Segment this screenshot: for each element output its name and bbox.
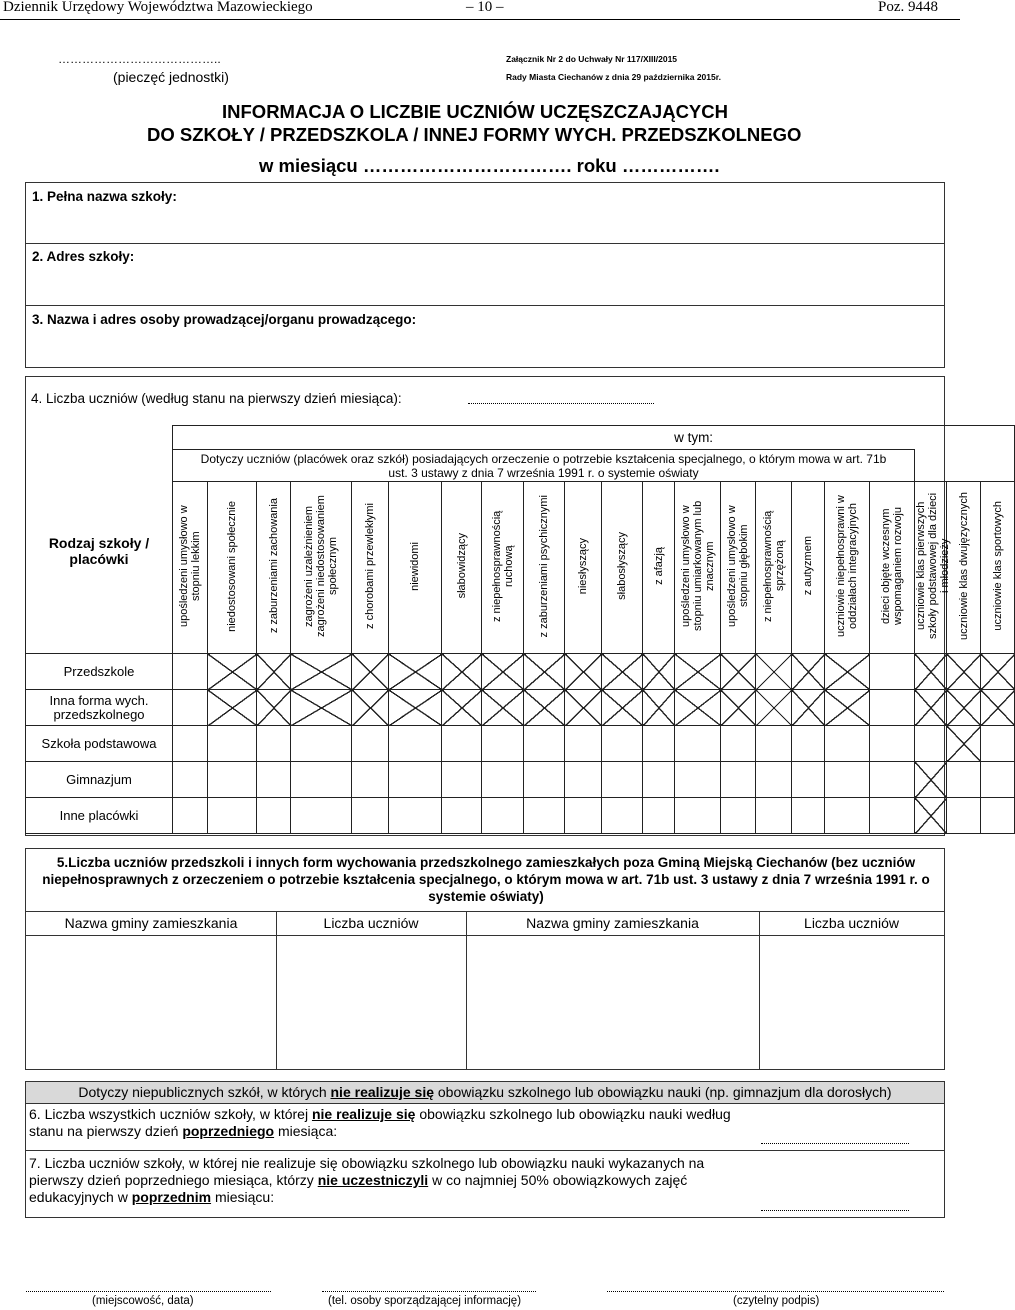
entry-cell[interactable] xyxy=(208,762,257,798)
crossed-cell xyxy=(675,690,721,726)
crossed-cell xyxy=(524,654,565,690)
section-6-7 xyxy=(25,1081,945,1218)
entry-cell[interactable] xyxy=(792,726,825,762)
title-line-1: INFORMACJA O LICZBIE UCZNIÓW UCZĘSZCZAJĄCYCH xyxy=(222,101,728,122)
column-header-label: z autyzmem xyxy=(802,536,814,596)
entry-cell[interactable] xyxy=(482,762,524,798)
entry-cell[interactable] xyxy=(721,798,756,834)
crossed-cell xyxy=(389,654,442,690)
column-header xyxy=(915,482,951,654)
column-header xyxy=(870,482,915,654)
entry-cell[interactable] xyxy=(756,762,792,798)
crossed-cell xyxy=(208,690,257,726)
column-header xyxy=(981,482,1015,654)
column-header-label: uczniowie niepełnosprawni w oddziałach integracyjnych xyxy=(835,495,859,637)
item-6: 6. Liczba wszystkich uczniów szkoły, w której nie realizuje się obowiązku szkolnego lub obowiązku nauki według stanu na pierwszy dzień poprzedniego miesiąca: xyxy=(29,1106,731,1139)
column-header-label: z niepełnosprawnością sprzężoną xyxy=(761,510,786,622)
dotyczy-header: Dotyczy uczniów (placówek oraz szkół) posiadających orzeczenie o potrzebie kształcenia specjalnego, o którym mowa w art. 71b ust. 3 ustawy z dnia 7 września 1991 r. o systemie oświaty xyxy=(173,450,915,482)
banner-emphasis: nie realizuje się xyxy=(330,1084,434,1100)
w-tym-label: w tym: xyxy=(173,426,1015,450)
crossed-cell xyxy=(915,654,947,690)
entry-cell[interactable] xyxy=(389,726,442,762)
crossed-cell xyxy=(389,690,442,726)
column-header-label: dzieci objęte wczesnym wspomaganiem rozwoju xyxy=(880,507,904,625)
footer-place-date: (miejscowość, data) xyxy=(92,1295,194,1307)
crossed-cell xyxy=(257,654,291,690)
entry-cell[interactable] xyxy=(870,726,915,762)
entry-cell[interactable] xyxy=(173,654,208,690)
column-header-label: niewidomi xyxy=(409,541,421,591)
entry-cell[interactable] xyxy=(442,726,482,762)
entry-cell[interactable] xyxy=(173,726,208,762)
entry-cell[interactable] xyxy=(675,726,721,762)
entry-cell[interactable] xyxy=(291,762,352,798)
entry-cell[interactable] xyxy=(675,762,721,798)
crossed-cell xyxy=(352,690,389,726)
attachment-line-1: Załącznik Nr 2 do Uchwały Nr 117/XIII/2015 xyxy=(506,54,678,64)
crossed-cell xyxy=(947,726,981,762)
entry-cell[interactable] xyxy=(756,798,792,834)
total-students-line xyxy=(468,403,654,404)
crossed-cell xyxy=(756,690,792,726)
crossed-cell xyxy=(482,654,524,690)
crossed-cell xyxy=(643,654,675,690)
entry-cell[interactable] xyxy=(257,726,291,762)
column-header xyxy=(602,482,643,654)
column-header-label: uczniowie klas pierwszych szkoły podstawowej dla dzieci i młodzieży xyxy=(915,492,951,640)
entry-cell[interactable] xyxy=(524,726,565,762)
crossed-cell xyxy=(602,654,643,690)
column-header-label: upośledzeni umysłowo w stopniu głębokim xyxy=(726,505,750,627)
entry-cell[interactable] xyxy=(870,798,915,834)
entry-cell[interactable] xyxy=(389,798,442,834)
field-school-name: 1. Pełna nazwa szkoły: xyxy=(32,189,177,204)
column-header-label: zagrożeni uzależnieniem zagrożeni niedostosowaniem społecznym xyxy=(303,495,339,637)
journal-title: Dziennik Urzędowy Województwa Mazowieckiego xyxy=(3,0,313,15)
crossed-cell xyxy=(565,690,602,726)
crossed-cell xyxy=(792,690,825,726)
column-header xyxy=(257,482,291,654)
field-governing-body: 3. Nazwa i adres osoby prowadzącej/organu prowadzącego: xyxy=(32,312,417,327)
column-header xyxy=(291,482,352,654)
entry-cell[interactable] xyxy=(602,798,643,834)
col-students-2: Liczba uczniów xyxy=(804,915,899,931)
crossed-cell xyxy=(524,690,565,726)
students-table xyxy=(25,425,1015,834)
column-header-label: z zaburzeniami zachowania xyxy=(267,498,280,634)
column-header-label: uczniowie klas sportowych xyxy=(991,501,1004,631)
entry-cell[interactable] xyxy=(643,798,675,834)
banner-text-b: obowiązku szkolnego lub obowiązku nauki (np. gimnazjum dla dorosłych) xyxy=(434,1084,892,1100)
signature-line xyxy=(607,1291,944,1292)
column-header xyxy=(208,482,257,654)
entry-cell[interactable] xyxy=(352,726,389,762)
entry-cell[interactable] xyxy=(675,798,721,834)
entry-cell[interactable] xyxy=(208,798,257,834)
entry-cell[interactable] xyxy=(565,762,602,798)
page-number: – 10 – xyxy=(466,0,504,15)
row-label: Szkoła podstawowa xyxy=(26,726,173,762)
column-header xyxy=(565,482,602,654)
crossed-cell xyxy=(915,690,947,726)
journal-header xyxy=(0,0,960,20)
column-header-label: z chorobami przewlekłymi xyxy=(364,503,376,629)
column-header-label: niesłyszący xyxy=(577,537,589,595)
entry-cell[interactable] xyxy=(389,762,442,798)
entry-cell[interactable] xyxy=(257,798,291,834)
crossed-cell xyxy=(792,654,825,690)
entry-cell[interactable] xyxy=(291,726,352,762)
entry-cell[interactable] xyxy=(602,762,643,798)
crossed-cell xyxy=(756,654,792,690)
position-number: Poz. 9448 xyxy=(878,0,938,15)
entry-cell[interactable] xyxy=(643,762,675,798)
column-header-label: słabosłyszący xyxy=(616,532,628,600)
entry-cell[interactable] xyxy=(352,762,389,798)
crossed-cell xyxy=(257,690,291,726)
entry-cell[interactable] xyxy=(524,762,565,798)
item-6-answer-line xyxy=(761,1143,909,1144)
column-header xyxy=(389,482,442,654)
table-row xyxy=(26,762,1015,798)
entry-cell[interactable] xyxy=(173,762,208,798)
school-type-header xyxy=(26,450,173,654)
title-line-2: DO SZKOŁY / PRZEDSZKOLA / INNEJ FORMY WYCH. PRZEDSZKOLNEGO xyxy=(147,124,802,145)
footer-phone: (tel. osoby sporządzającej informację) xyxy=(328,1295,522,1307)
column-header-label: uczniowie klas dwujęzycznych xyxy=(957,492,970,640)
column-header xyxy=(643,482,675,654)
entry-cell[interactable] xyxy=(947,762,981,798)
banner-text-a: Dotyczy niepublicznych szkół, w których xyxy=(78,1084,331,1100)
entry-cell[interactable] xyxy=(792,762,825,798)
attachment-line-2: Rady Miasta Ciechanów z dnia 29 października 2015r. xyxy=(506,72,721,82)
entry-cell[interactable] xyxy=(915,726,947,762)
entry-cell[interactable] xyxy=(565,726,602,762)
column-header xyxy=(173,482,208,654)
column-header-label: z afazją xyxy=(652,547,665,585)
entry-cell[interactable] xyxy=(870,690,915,726)
crossed-cell xyxy=(442,654,482,690)
entry-cell[interactable] xyxy=(825,798,870,834)
column-header xyxy=(825,482,870,654)
school-type-label: Rodzaj szkoły / placówki xyxy=(48,535,150,568)
entry-cell[interactable] xyxy=(352,798,389,834)
crossed-cell xyxy=(643,690,675,726)
table-row xyxy=(26,654,1015,690)
crossed-cell xyxy=(291,654,352,690)
entry-cell[interactable] xyxy=(870,654,915,690)
column-header xyxy=(524,482,565,654)
column-header-label: upośledzeni umysłowo w stopniu lekkim xyxy=(178,505,202,627)
entry-cell[interactable] xyxy=(643,726,675,762)
entry-cell[interactable] xyxy=(482,726,524,762)
column-header-label: z zaburzeniami psychicznymi xyxy=(538,494,550,638)
crossed-cell xyxy=(721,654,756,690)
row-label: Inne placówki xyxy=(26,798,173,834)
column-header xyxy=(756,482,792,654)
entry-cell[interactable] xyxy=(825,726,870,762)
stamp-label: (pieczęć jednostki) xyxy=(113,69,229,85)
column-header xyxy=(442,482,482,654)
non-public-banner xyxy=(26,1082,944,1104)
entry-cell[interactable] xyxy=(173,690,208,726)
entry-cell[interactable] xyxy=(981,726,1015,762)
crossed-cell xyxy=(291,690,352,726)
crossed-cell xyxy=(825,654,870,690)
entry-cell[interactable] xyxy=(981,798,1015,834)
entry-cell[interactable] xyxy=(565,798,602,834)
crossed-cell xyxy=(825,690,870,726)
entry-cell[interactable] xyxy=(602,726,643,762)
col-municipality-1: Nazwa gminy zamieszkania xyxy=(64,915,238,931)
column-header xyxy=(947,482,981,654)
item-7: 7. Liczba uczniów szkoły, w której nie realizuje się obowiązku szkolnego lub obowiązku nauki wykazanych na pierwszy dzień poprzedniego miesiąca, którzy nie uczestniczyli w co najmniej 50% obowiązkowych zajęć edukacyjnych w poprzednim miesiącu: xyxy=(29,1155,705,1205)
section-4-label: 4. Liczba uczniów (według stanu na pierwszy dzień miesiąca): xyxy=(31,391,402,406)
crossed-cell xyxy=(915,762,947,798)
section-5-title: 5.Liczba uczniów przedszkoli i innych form wychowania przedszkolnego zamieszkałych poza Gminą Miejską Ciechanów (bez uczniów niepełnosprawnych z orzeczeniem o potrzebie kształcenia specjalnego, o którym mowa w art. 71b ust. 3 ustawy z dnia 7 września 1991 r. o systemie oświaty) xyxy=(42,855,930,904)
section-5 xyxy=(25,848,945,1070)
title-line-3: w miesiącu ……………………………. roku ……………. xyxy=(259,155,720,176)
phone-line xyxy=(322,1291,536,1292)
field-school-address: 2. Adres szkoły: xyxy=(32,249,135,264)
column-header-label: niedostosowani społecznie xyxy=(226,500,238,632)
crossed-cell xyxy=(915,798,947,834)
crossed-cell xyxy=(442,690,482,726)
column-header xyxy=(482,482,524,654)
column-header xyxy=(675,482,721,654)
crossed-cell xyxy=(602,690,643,726)
crossed-cell xyxy=(352,654,389,690)
entry-cell[interactable] xyxy=(721,726,756,762)
column-header xyxy=(721,482,756,654)
crossed-cell xyxy=(482,690,524,726)
entry-cell[interactable] xyxy=(870,762,915,798)
entry-cell[interactable] xyxy=(825,762,870,798)
entry-cell[interactable] xyxy=(756,726,792,762)
entry-cell[interactable] xyxy=(981,762,1015,798)
crossed-cell xyxy=(981,654,1015,690)
entry-cell[interactable] xyxy=(208,726,257,762)
entry-cell[interactable] xyxy=(442,798,482,834)
column-header-label: z niepełnosprawnością ruchową xyxy=(490,510,515,622)
crossed-cell xyxy=(565,654,602,690)
column-header-label: słabowidzący xyxy=(455,533,468,599)
footer-signature: (czytelny podpis) xyxy=(733,1295,820,1307)
col-students-1: Liczba uczniów xyxy=(323,915,419,931)
column-header-label: upośledzeni umysłowo w stopniu umiarkowanym lub znacznym xyxy=(679,500,716,632)
crossed-cell xyxy=(208,654,257,690)
crossed-cell xyxy=(947,654,981,690)
crossed-cell xyxy=(721,690,756,726)
school-info-box xyxy=(25,182,945,368)
crossed-cell xyxy=(981,690,1015,726)
table-row xyxy=(26,726,1015,762)
table-row xyxy=(26,798,1015,834)
entry-cell[interactable] xyxy=(257,762,291,798)
entry-cell[interactable] xyxy=(173,798,208,834)
entry-cell[interactable] xyxy=(524,798,565,834)
column-header xyxy=(352,482,389,654)
entry-cell[interactable] xyxy=(792,798,825,834)
item-7-answer-line xyxy=(761,1210,909,1211)
row-label: Inna forma wych. przedszkolnego xyxy=(26,690,173,726)
entry-cell[interactable] xyxy=(442,762,482,798)
row-label: Przedszkole xyxy=(26,654,173,690)
entry-cell[interactable] xyxy=(947,798,981,834)
crossed-cell xyxy=(675,654,721,690)
row-label: Gimnazjum xyxy=(26,762,173,798)
entry-cell[interactable] xyxy=(482,798,524,834)
column-header xyxy=(792,482,825,654)
table-row xyxy=(26,690,1015,726)
stamp-dots: ………………………………….. xyxy=(58,52,221,66)
col-municipality-2: Nazwa gminy zamieszkania xyxy=(526,915,699,931)
place-date-line xyxy=(26,1291,271,1292)
crossed-cell xyxy=(947,690,981,726)
entry-cell[interactable] xyxy=(291,798,352,834)
entry-cell[interactable] xyxy=(721,762,756,798)
